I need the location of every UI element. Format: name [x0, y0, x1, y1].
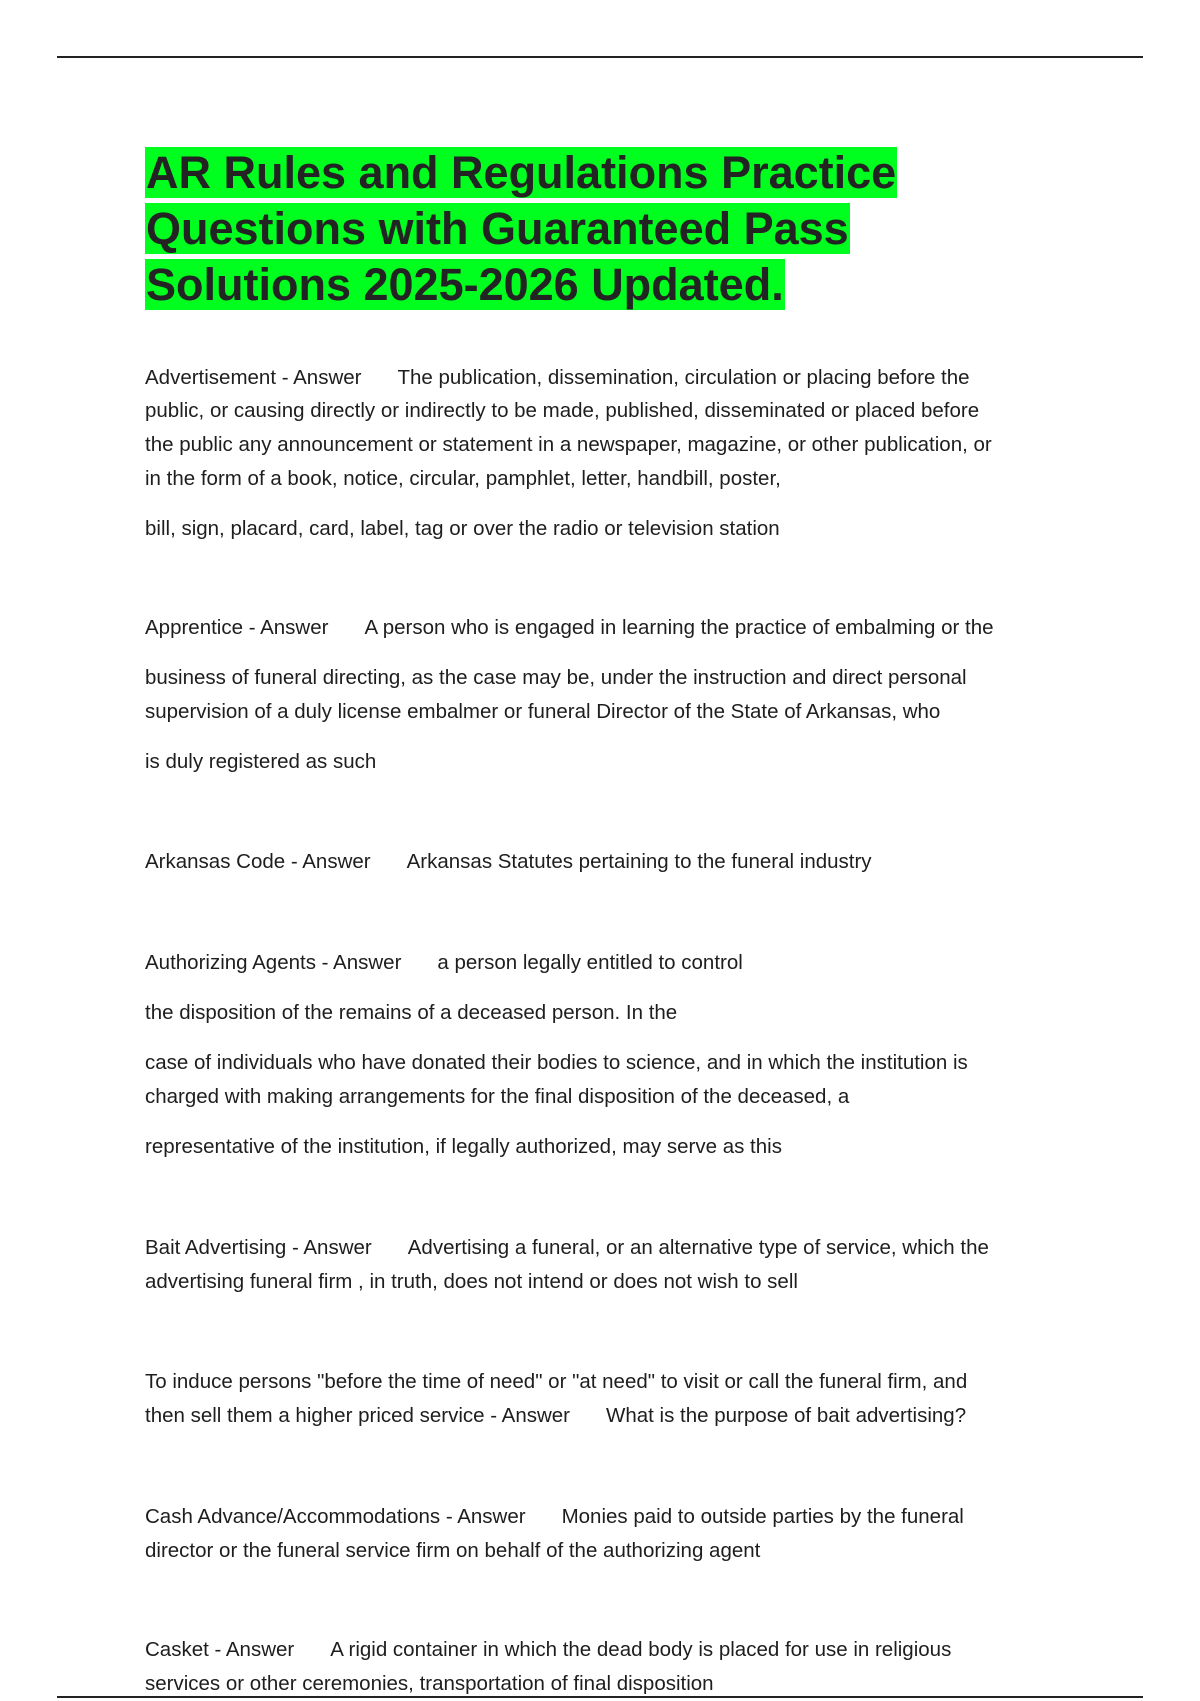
entry-line: supervision of a duly license embalmer or funeral Director of the State of Arkansas, who	[145, 700, 941, 723]
entry-term: Cash Advance/Accommodations - Answer	[145, 1505, 526, 1528]
entry-definition: Arkansas Statutes pertaining to the funeral industry	[406, 850, 872, 873]
entry-line: the disposition of the remains of a deceased person. In the	[145, 1001, 678, 1024]
entry-term: Arkansas Code - Answer	[145, 850, 371, 873]
title-line-1: AR Rules and Regulations Practice	[146, 147, 897, 198]
title-line-2: Questions with Guaranteed Pass	[146, 203, 849, 254]
entry-line: director or the funeral service firm on behalf of the authorizing agent	[145, 1539, 761, 1562]
entry-line	[145, 1500, 1075, 1534]
entry-definition: Advertising a funeral, or an alternative type of service, which the	[407, 1236, 989, 1259]
entry-definition: The publication, dissemination, circulation or placing before the	[397, 366, 970, 389]
entry-bait-advertising	[145, 1231, 1075, 1299]
entry-cash-advance	[145, 1500, 1075, 1568]
entry-line: in the form of a book, notice, circular, pamphlet, letter, handbill, poster,	[145, 467, 781, 490]
entry-line	[145, 1231, 1075, 1265]
entry-line	[145, 946, 1075, 980]
entry-answer-text: then sell them a higher priced service - Answer	[145, 1404, 571, 1427]
entry-line: public, or causing directly or indirectly to be made, published, disseminated or placed before	[145, 399, 980, 422]
entry-definition: A person who is engaged in learning the practice of embalming or the	[364, 616, 994, 639]
entry-line: advertising funeral firm , in truth, does not intend or does not wish to sell	[145, 1270, 798, 1293]
entry-question: What is the purpose of bait advertising?	[606, 1404, 967, 1427]
entry-line	[145, 1399, 1075, 1433]
entry-line: representative of the institution, if legally authorized, may serve as this	[145, 1135, 782, 1158]
entry-casket	[145, 1633, 1075, 1701]
entry-line: services or other ceremonies, transportation of final disposition	[145, 1672, 714, 1695]
entry-line	[145, 1633, 1075, 1667]
header-rule	[57, 56, 1143, 58]
entry-definition: a person legally entitled to control	[437, 951, 743, 974]
title-line-3: Solutions 2025-2026 Updated.	[146, 259, 784, 310]
entry-definition: Monies paid to outside parties by the funeral	[561, 1505, 964, 1528]
entry-term: Authorizing Agents - Answer	[145, 951, 402, 974]
entry-advertisement	[145, 361, 1075, 546]
entry-line: bill, sign, placard, card, label, tag or over the radio or television station	[145, 517, 780, 540]
entry-line	[145, 611, 1075, 645]
entry-line: business of funeral directing, as the case may be, under the instruction and direct personal	[145, 666, 967, 689]
document-title	[145, 145, 1125, 313]
entry-arkansas-code	[145, 845, 1075, 879]
entry-line: is duly registered as such	[145, 750, 377, 773]
entry-line	[145, 845, 1075, 879]
entry-term: Casket - Answer	[145, 1638, 295, 1661]
entry-bait-purpose	[145, 1365, 1075, 1433]
entry-term: Apprentice - Answer	[145, 616, 329, 639]
footer-rule	[57, 1696, 1143, 1698]
entry-term: Bait Advertising - Answer	[145, 1236, 372, 1259]
entry-line: case of individuals who have donated their bodies to science, and in which the institution is	[145, 1051, 968, 1074]
entry-authorizing-agents	[145, 946, 1075, 1164]
entry-term: Advertisement - Answer	[145, 366, 362, 389]
entry-line: To induce persons "before the time of need" or "at need" to visit or call the funeral firm, and	[145, 1370, 968, 1393]
entry-line	[145, 361, 1075, 395]
entry-apprentice	[145, 611, 1075, 779]
entry-line: the public any announcement or statement in a newspaper, magazine, or other publication, or	[145, 433, 992, 456]
entry-definition: A rigid container in which the dead body is placed for use in religious	[330, 1638, 952, 1661]
entry-line: charged with making arrangements for the final disposition of the deceased, a	[145, 1085, 850, 1108]
